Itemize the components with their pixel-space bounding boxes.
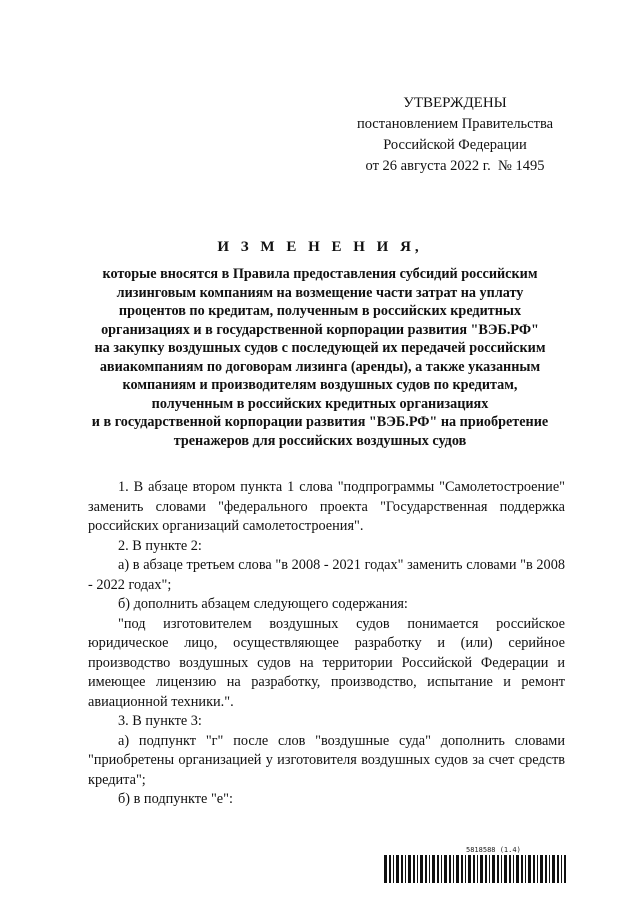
body-paragraph: 3. В пункте 3: (118, 713, 202, 729)
approval-heading: УТВЕРЖДЕНЫ (403, 95, 507, 111)
document-body (88, 478, 565, 810)
document-code: 5818588 (1.4) (466, 846, 521, 854)
approval-date: от 26 августа 2022 г. № 1495 (365, 158, 545, 174)
subtitle-line: полученным в российских кредитных организациях (151, 395, 489, 412)
barcode-icon (384, 855, 566, 883)
document-subtitle (60, 265, 580, 450)
body-paragraph: а) подпункт "г" после слов "воздушные суда" дополнить словами "приобретены организацией у изготовителя воздушных судов за счет средств кредита"; (88, 732, 565, 788)
subtitle-line: и в государственной корпорации развития "ВЭБ.РФ" на приобретение (91, 414, 549, 430)
body-paragraph: б) дополнить абзацем следующего содержания: (118, 596, 408, 612)
document-title: И З М Е Н Е Н И Я, (217, 239, 423, 255)
body-paragraph: 1. В абзаце втором пункта 1 слова "подпрограммы "Самолетостроение" заменить словами "федерального проекта "Государственная поддержка российских организаций самолетостроения". (88, 479, 565, 534)
subtitle-line: которые вносятся в Правила предоставления субсидий российским (102, 266, 538, 282)
subtitle-line: на закупку воздушных судов с последующей их передачей российским (94, 340, 546, 356)
subtitle-line: процентов по кредитам, полученным в российских кредитных (118, 303, 522, 319)
subtitle-line: лизинговым компаниям на возмещение части затрат на уплату (116, 284, 524, 301)
approval-block (330, 93, 580, 177)
approval-line: Российской Федерации (383, 137, 527, 153)
body-paragraph: "под изготовителем воздушных судов понимается российское юридическое лицо, осуществляющее разработку и (или) серийное производство воздушных судов на территории Российской Федерации и имеющее лицензию на разработку, производство, испытание и ремонт авиационной техники.". (88, 615, 565, 710)
subtitle-line: авиакомпаниям по договорам лизинга (аренды), а также указанным (99, 358, 541, 375)
subtitle-line: организациях и в государственной корпорации развития "ВЭБ.РФ" (101, 321, 539, 338)
subtitle-line: компаниям и производителям воздушных судов по кредитам, (122, 377, 518, 393)
body-paragraph: а) в абзаце третьем слова "в 2008 - 2021 годах" заменить словами "в 2008 - 2022 годах"; (88, 557, 565, 593)
subtitle-line: тренажеров для российских воздушных судов (173, 432, 467, 449)
approval-line: постановлением Правительства (356, 116, 554, 132)
body-paragraph: 2. В пункте 2: (118, 537, 202, 554)
body-paragraph: б) в подпункте "е": (118, 791, 233, 807)
